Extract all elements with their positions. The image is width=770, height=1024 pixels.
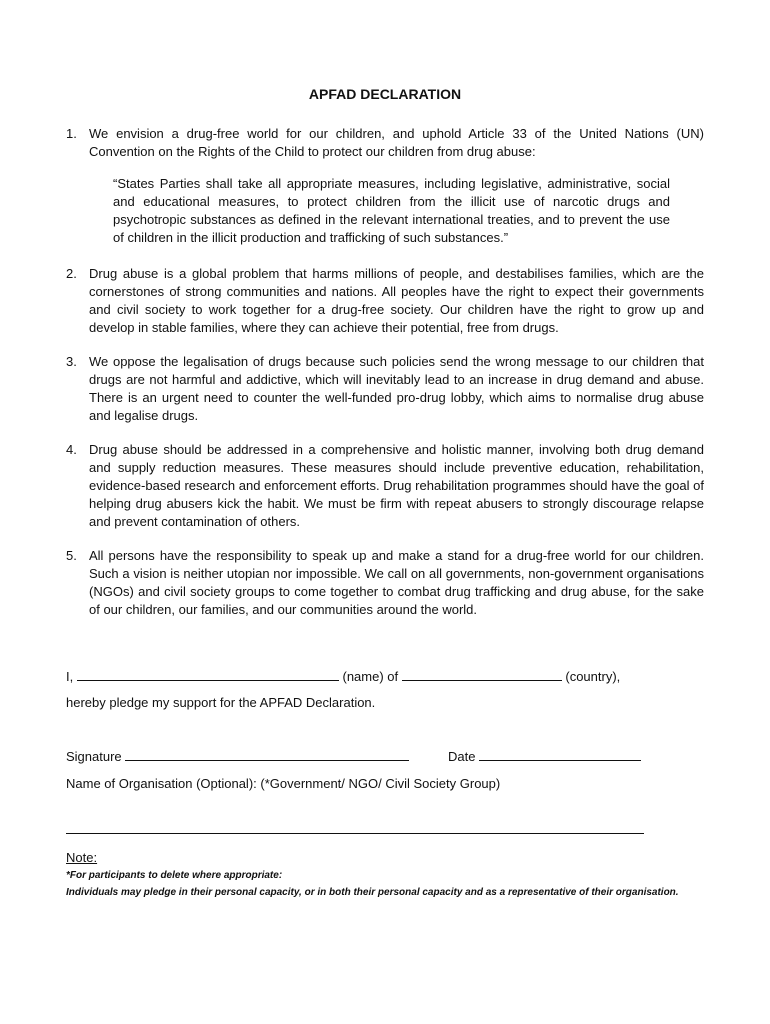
item-number: 5. xyxy=(66,548,77,563)
item-number: 1. xyxy=(66,126,77,141)
declaration-item-1 xyxy=(66,125,704,247)
item-text: All persons have the responsibility to speak up and make a stand for a drug-free world for our children. Such a vision is neither utopian nor impossible. We call on all governments, non-government organisations (NGOs) and civil society groups to come together to combat drug trafficking and drug abuse, for the sake of our children, our families, and our communities around the world. xyxy=(89,548,704,617)
item-text: We envision a drug-free world for our children, and uphold Article 33 of the United Nations (UN) Convention on the Rights of the Child to protect our children from drug abuse: xyxy=(89,126,704,159)
item-number: 2. xyxy=(66,266,77,281)
item-text: Drug abuse should be addressed in a comprehensive and holistic manner, involving both drug demand and supply reduction measures. These measures should include preventive education, rehabilitation, evidence-based research and enforcement efforts. Drug rehabilitation programmes should have the goal of helping drug abusers kick the habit. We must be firm with repeat abusers to strongly discourage relapse and prevent contamination of others. xyxy=(89,442,704,529)
date-line xyxy=(448,747,641,766)
organisation-field[interactable] xyxy=(66,833,644,834)
declaration-item-3 xyxy=(66,353,704,425)
pledge-prefix: I, xyxy=(66,669,74,684)
date-label: Date xyxy=(448,749,476,764)
note-line-2: Individuals may pledge in their personal capacity, or in both their personal capacity and as a representative of their organisation. xyxy=(66,887,679,898)
note-body xyxy=(66,867,706,901)
pledge-line xyxy=(66,667,620,686)
item-number: 4. xyxy=(66,442,77,457)
date-field[interactable] xyxy=(479,747,641,761)
item-text: Drug abuse is a global problem that harms millions of people, and destabilises families, which are the cornerstones of strong communities and nations. All peoples have the right to expect their governments and civil society to work together for a drug-free society. Our children have the right to grow up and develop in stable families, where they can achieve their potential, free from drugs. xyxy=(89,266,704,335)
declaration-item-5 xyxy=(66,547,704,619)
country-label: (country), xyxy=(565,669,621,684)
country-field[interactable] xyxy=(402,667,562,681)
name-label: (name) of xyxy=(342,669,399,684)
pledge-statement: hereby pledge my support for the APFAD Declaration. xyxy=(66,695,376,710)
signature-label: Signature xyxy=(66,749,122,764)
organisation-label: Name of Organisation (Optional): (*Government/ NGO/ Civil Society Group) xyxy=(66,776,501,791)
signature-field[interactable] xyxy=(125,747,409,761)
note-line-1: *For participants to delete where appropriate: xyxy=(66,870,283,881)
note-heading: Note: xyxy=(66,850,98,865)
declaration-items xyxy=(66,125,704,635)
item-number: 3. xyxy=(66,354,77,369)
declaration-item-2 xyxy=(66,265,704,337)
declaration-item-4 xyxy=(66,441,704,531)
item-text: We oppose the legalisation of drugs because such policies send the wrong message to our children that drugs are not harmful and addictive, which will inevitably lead to an increase in drug demand and abuse. There is an urgent need to counter the well-funded pro-drug lobby, which aims to normalise drug abuse and legalise drugs. xyxy=(89,354,704,423)
name-field[interactable] xyxy=(77,667,339,681)
article-quote: “States Parties shall take all appropriate measures, including legislative, administrative, social and educational measures, to protect children from the illicit use of narcotic drugs and psychotropic substances as defined in the relevant international treaties, and to prevent the use of children in the illicit production and trafficking of such substances.” xyxy=(113,176,670,245)
signature-line xyxy=(66,747,409,766)
page-title: APFAD DECLARATION xyxy=(308,86,462,102)
